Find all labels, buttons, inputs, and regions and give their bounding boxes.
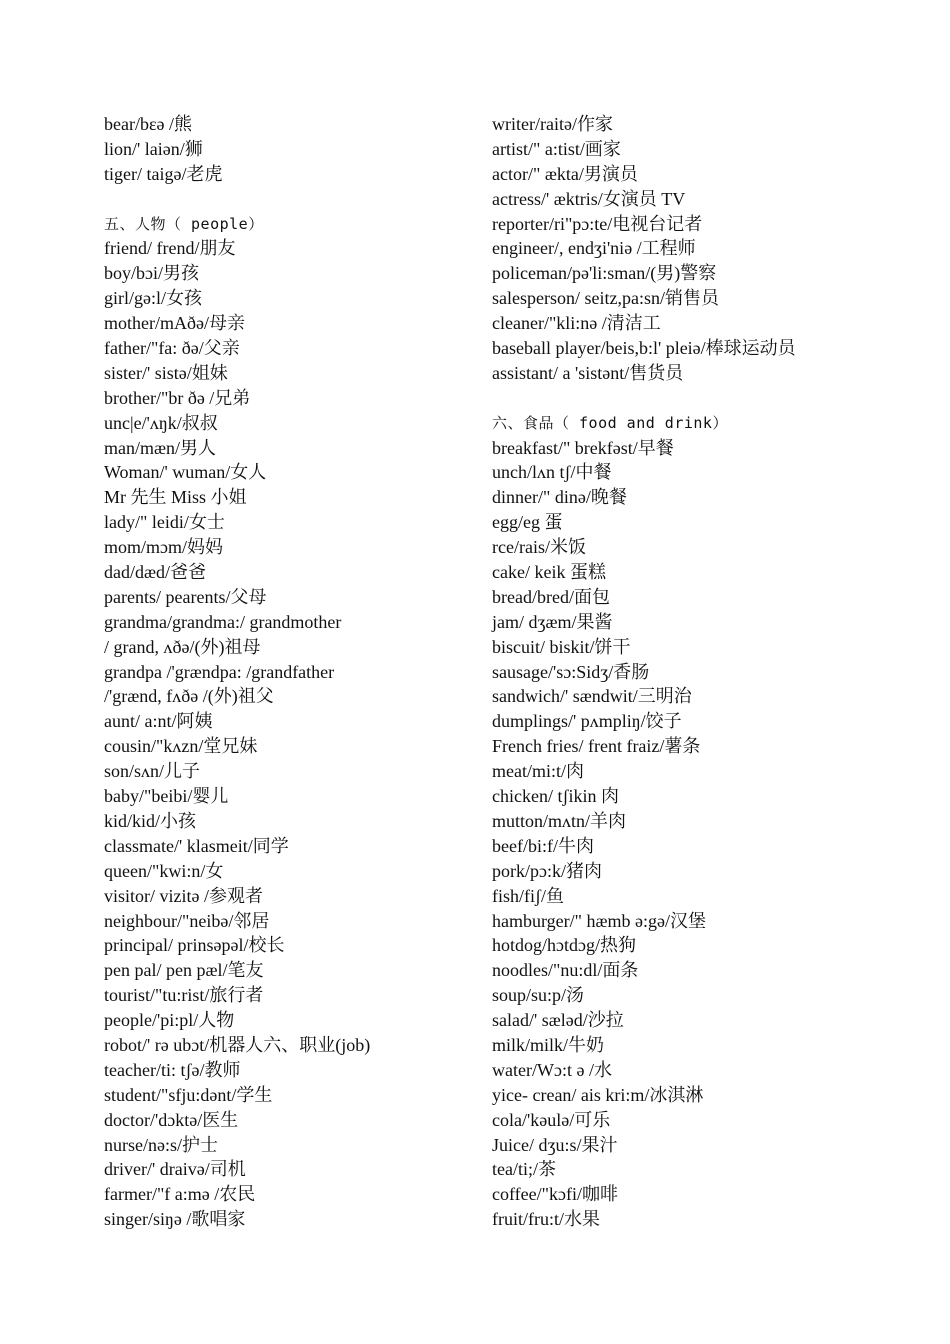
vocab-entry: water/Wɔ:t ə /水: [492, 1059, 612, 1080]
vocab-entry: engineer/, endʒi'niə /工程师: [492, 238, 696, 259]
vocab-entry: father/"fa: ðə/父亲: [104, 338, 240, 359]
vocab-entry: Woman/' wuman/女人: [104, 462, 267, 483]
vocab-entry: reporter/ri"pɔ:te/电视台记者: [492, 213, 703, 234]
vocab-entry: lady/" leidi/女士: [104, 512, 225, 533]
vocab-entry: boy/bɔi/男孩: [104, 263, 199, 284]
vocab-entry: visitor/ vizitə /参观者: [104, 885, 263, 906]
vocab-entry: chicken/ tʃikin 肉: [492, 786, 619, 807]
vocab-entry: policeman/pə'li:sman/(男)警察: [492, 263, 717, 284]
left-column: [104, 112, 524, 1232]
vocab-entry: assistant/ a 'sistənt/售货员: [492, 362, 684, 383]
vocab-entry: student/"sfju:dənt/学生: [104, 1084, 273, 1105]
vocab-entry: breakfast/" brekfəst/早餐: [492, 437, 674, 458]
vocab-entry: bread/bred/面包: [492, 586, 610, 607]
vocab-entry: unch/lʌn tʃ/中餐: [492, 462, 612, 483]
vocab-entry: son/sʌn/儿子: [104, 761, 201, 782]
vocab-entry: noodles/"nu:dl/面条: [492, 960, 639, 981]
vocab-entry: brother/"br ðə /兄弟: [104, 387, 251, 408]
vocab-entry: writer/raitə/作家: [492, 114, 613, 134]
vocab-entry: milk/milk/牛奶: [492, 1034, 605, 1055]
vocab-entry: unc|e/'ʌŋk/叔叔: [104, 412, 218, 433]
vocab-entry: tourist/"tu:rist/旅行者: [104, 985, 264, 1006]
vocab-entry: mutton/mʌtn/羊肉: [492, 810, 627, 831]
section-heading: 五、人物（ people）: [104, 214, 264, 233]
vocab-entry: queen/"kwi:n/女: [104, 860, 224, 881]
vocab-entry: pen pal/ pen pæl/笔友: [104, 960, 264, 981]
vocab-entry: grandma/grandma:/ grandmother: [104, 611, 342, 632]
vocab-entry: bear/bɛə /熊: [104, 114, 193, 134]
vocab-entry: cousin/"kʌzn/堂兄妹: [104, 736, 258, 757]
right-column: [492, 112, 932, 1232]
vocab-entry: / grand, ʌðə/(外)祖母: [104, 636, 261, 657]
vocab-entry: sausage/'sɔ:Sidʒ/香肠: [492, 661, 650, 682]
vocab-entry: friend/ frend/朋友: [104, 238, 236, 259]
vocab-entry: baseball player/beis,b:l' pleiə/棒球运动员: [492, 338, 796, 359]
vocab-entry: actress/' æktris/女演员 TV: [492, 188, 686, 209]
vocab-entry: salad/' sæləd/沙拉: [492, 1010, 624, 1031]
vocab-entry: lion/' laiən/狮: [104, 138, 203, 159]
vocab-entry: rce/rais/米饭: [492, 537, 586, 558]
vocab-entry: /'grænd, fʌðə /(外)祖父: [104, 686, 274, 707]
vocab-entry: cola/'kəulə/可乐: [492, 1109, 611, 1130]
vocab-entry: parents/ pearents/父母: [104, 586, 267, 607]
vocab-entry: tiger/ taigə/老虎: [104, 163, 223, 184]
vocab-entry: meat/mi:t/肉: [492, 761, 584, 782]
vocab-entry: jam/ dʒæm/果酱: [492, 611, 613, 632]
vocab-entry: coffee/"kɔfi/咖啡: [492, 1184, 618, 1205]
vocab-entry: aunt/ a:nt/阿姨: [104, 711, 213, 732]
vocab-entry: mom/mɔm/妈妈: [104, 537, 223, 558]
vocab-entry: Juice/ dʒu:s/果汁: [492, 1134, 618, 1155]
vocab-entry: soup/su:p/汤: [492, 985, 585, 1006]
vocab-entry: cleaner/"kli:nə /清洁工: [492, 313, 661, 334]
vocab-entry: pork/pɔ:k/猪肉: [492, 860, 602, 881]
vocab-entry: hotdog/hɔtdɔg/热狗: [492, 935, 636, 956]
vocab-entry: artist/" a:tist/画家: [492, 138, 621, 159]
vocab-entry: mother/mAðə/母亲: [104, 313, 245, 334]
vocab-entry: cake/ keik 蛋糕: [492, 562, 606, 583]
vocab-entry: teacher/ti: tʃə/教师: [104, 1059, 241, 1080]
vocab-entry: fruit/fru:t/水果: [492, 1209, 600, 1230]
vocab-entry: French fries/ frent fraiz/薯条: [492, 736, 701, 757]
vocab-entry: singer/siŋə /歌唱家: [104, 1209, 246, 1230]
vocab-entry: girl/gə:l/女孩: [104, 288, 202, 309]
blank-line: [104, 187, 524, 212]
vocab-entry: driver/' draivə/司机: [104, 1159, 246, 1180]
vocab-entry: doctor/'dɔktə/医生: [104, 1109, 239, 1130]
vocab-entry: nurse/nə:s/护士: [104, 1134, 218, 1155]
vocab-entry: neighbour/"neibə/邻居: [104, 910, 270, 931]
vocab-entry: dumplings/' pʌmpliŋ/饺子: [492, 711, 682, 732]
vocab-entry: sandwich/' sændwit/三明治: [492, 686, 692, 707]
vocab-entry: man/mæn/男人: [104, 437, 216, 458]
vocab-entry: dinner/" dinə/晚餐: [492, 487, 627, 508]
vocab-entry: people/'pi:pl/人物: [104, 1010, 235, 1031]
vocab-entry: beef/bi:f/牛肉: [492, 835, 594, 856]
section-heading: 六、食品（ food and drink）: [492, 413, 728, 432]
vocab-entry: tea/ti;/茶: [492, 1159, 556, 1180]
vocab-entry: biscuit/ biskit/饼干: [492, 636, 631, 657]
blank-line: [492, 386, 932, 411]
vocab-entry: salesperson/ seitz,pa:sn/销售员: [492, 288, 719, 309]
vocab-entry: fish/fiʃ/鱼: [492, 885, 564, 906]
vocab-entry: baby/"beibi/婴儿: [104, 786, 229, 807]
vocab-entry: farmer/"f a:mə /农民: [104, 1184, 256, 1205]
vocab-entry: egg/eg 蛋: [492, 512, 563, 533]
vocab-entry: sister/' sistə/姐妹: [104, 362, 228, 383]
vocab-entry: kid/kid/小孩: [104, 810, 197, 831]
vocab-entry: dad/dæd/爸爸: [104, 562, 206, 583]
vocab-entry: grandpa /'grændpa: /grandfather: [104, 661, 335, 682]
vocab-entry: hamburger/" hæmb ə:gə/汉堡: [492, 910, 706, 931]
vocab-entry: robot/' rə ubɔt/机器人六、职业(job): [104, 1034, 371, 1055]
vocab-entry: classmate/' klasmeit/同学: [104, 835, 289, 856]
vocab-entry: actor/" ækta/男演员: [492, 163, 638, 184]
vocab-entry: principal/ prinsəpəl/校长: [104, 935, 285, 956]
vocab-entry: yice- crean/ ais kri:m/冰淇淋: [492, 1084, 704, 1105]
vocab-entry: Mr 先生 Miss 小姐: [104, 487, 247, 508]
